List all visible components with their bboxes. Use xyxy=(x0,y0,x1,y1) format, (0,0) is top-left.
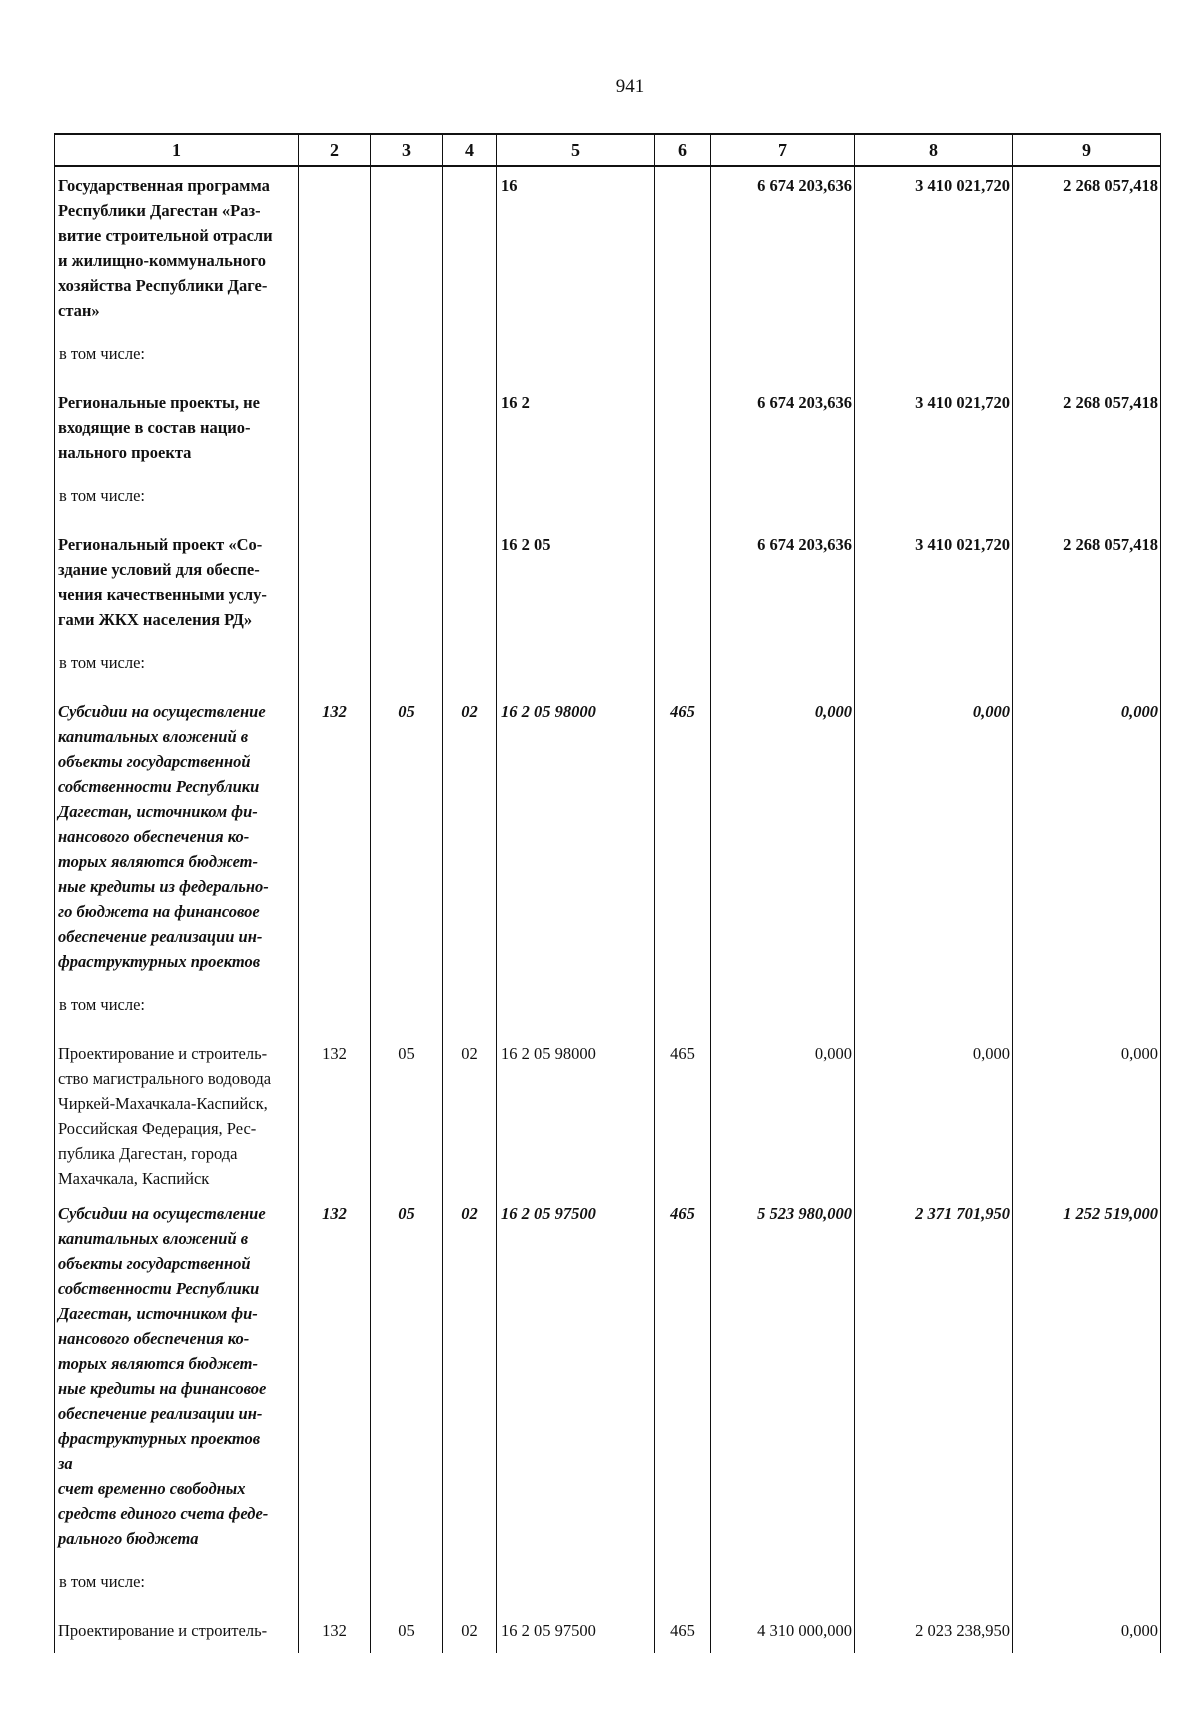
cell-admin-code xyxy=(299,469,371,526)
cell-amount-col8 xyxy=(855,327,1013,384)
cell-amount-col8 xyxy=(855,978,1013,1035)
cell-section: 05 xyxy=(371,1612,443,1653)
cell-name xyxy=(55,1195,299,1555)
name-line: Чиркей-Махачкала-Каспийск, xyxy=(58,1094,268,1113)
cell-target-article xyxy=(497,469,655,526)
cell-amount-col7 xyxy=(711,636,855,693)
cell-amount-col9 xyxy=(1013,327,1161,384)
name-line: Субсидии на осуществление xyxy=(58,1204,266,1223)
cell-section: 05 xyxy=(371,693,443,978)
name-line: Махачкала, Каспийск xyxy=(58,1169,210,1188)
name-line: входящие в состав нацио- xyxy=(58,418,251,437)
name-line: фраструктурных проектов xyxy=(58,952,261,971)
cell-section xyxy=(371,1555,443,1612)
cell-expense-type xyxy=(655,166,711,327)
cell-target-article: 16 2 05 97500 xyxy=(497,1195,655,1555)
column-header: 3 xyxy=(371,134,443,166)
note-row xyxy=(55,327,1161,384)
note-row xyxy=(55,978,1161,1035)
cell-subsection: 02 xyxy=(443,1612,497,1653)
column-header: 5 xyxy=(497,134,655,166)
cell-amount-col9: 0,000 xyxy=(1013,1035,1161,1195)
cell-amount-col7 xyxy=(711,978,855,1035)
table-header-row xyxy=(55,134,1161,166)
name-line: объекты государственной xyxy=(58,1254,251,1273)
cell-admin-code xyxy=(299,384,371,469)
name-line: публика Дагестан, города xyxy=(58,1144,238,1163)
cell-name xyxy=(55,1612,299,1653)
column-header: 9 xyxy=(1013,134,1161,166)
name-line: объекты государственной xyxy=(58,752,251,771)
name-line: гами ЖКХ населения РД» xyxy=(58,610,253,629)
cell-amount-col8: 0,000 xyxy=(855,1035,1013,1195)
cell-amount-col9 xyxy=(1013,636,1161,693)
cell-admin-code xyxy=(299,636,371,693)
cell-subsection: 02 xyxy=(443,693,497,978)
column-header: 7 xyxy=(711,134,855,166)
cell-amount-col9: 2 268 057,418 xyxy=(1013,526,1161,636)
cell-amount-col7: 6 674 203,636 xyxy=(711,384,855,469)
cell-section: 05 xyxy=(371,1035,443,1195)
cell-amount-col9: 0,000 xyxy=(1013,693,1161,978)
cell-target-article: 16 2 05 xyxy=(497,526,655,636)
name-line: торых являются бюджет- xyxy=(58,852,258,871)
cell-amount-col7: 4 310 000,000 xyxy=(711,1612,855,1653)
cell-amount-col9: 0,000 xyxy=(1013,1612,1161,1653)
name-line: Субсидии на осуществление xyxy=(58,702,266,721)
cell-admin-code xyxy=(299,978,371,1035)
name-line: счет временно свободных xyxy=(58,1479,246,1498)
cell-admin-code xyxy=(299,166,371,327)
cell-expense-type xyxy=(655,636,711,693)
cell-admin-code: 132 xyxy=(299,1035,371,1195)
table-row xyxy=(55,166,1161,327)
name-line: Региональный проект «Со- xyxy=(58,535,263,554)
cell-section xyxy=(371,526,443,636)
name-line: капитальных вложений в xyxy=(58,727,249,746)
cell-section: 05 xyxy=(371,1195,443,1555)
cell-expense-type xyxy=(655,978,711,1035)
cell-amount-col9: 2 268 057,418 xyxy=(1013,166,1161,327)
column-header: 2 xyxy=(299,134,371,166)
table-body xyxy=(55,166,1161,1653)
cell-subsection xyxy=(443,166,497,327)
cell-name xyxy=(55,1035,299,1195)
name-line: в том числе: xyxy=(59,1572,146,1591)
cell-target-article: 16 xyxy=(497,166,655,327)
cell-subsection xyxy=(443,327,497,384)
cell-admin-code: 132 xyxy=(299,1195,371,1555)
cell-admin-code: 132 xyxy=(299,1612,371,1653)
name-line: средств единого счета феде- xyxy=(58,1504,269,1523)
cell-expense-type: 465 xyxy=(655,693,711,978)
name-line: хозяйства Республики Даге- xyxy=(58,276,268,295)
name-line: витие строительной отрасли xyxy=(58,226,273,245)
name-line: в том числе: xyxy=(59,653,146,672)
name-line: нального проекта xyxy=(58,443,192,462)
name-line: в том числе: xyxy=(59,995,146,1014)
cell-amount-col8: 3 410 021,720 xyxy=(855,166,1013,327)
name-line: Проектирование и строитель- xyxy=(58,1621,268,1640)
name-line: Дагестан, источником фи- xyxy=(58,1304,258,1323)
name-line: Региональные проекты, не xyxy=(58,393,260,412)
cell-target-article: 16 2 05 97500 xyxy=(497,1612,655,1653)
name-line: ные кредиты на финансовое xyxy=(58,1379,267,1398)
name-line: чения качественными услу- xyxy=(58,585,267,604)
cell-target-article: 16 2 05 98000 xyxy=(497,693,655,978)
cell-name xyxy=(55,166,299,327)
column-header: 1 xyxy=(55,134,299,166)
cell-section xyxy=(371,384,443,469)
cell-subsection xyxy=(443,384,497,469)
cell-name xyxy=(55,469,299,526)
cell-amount-col8: 2 023 238,950 xyxy=(855,1612,1013,1653)
cell-expense-type xyxy=(655,327,711,384)
cell-name xyxy=(55,978,299,1035)
cell-amount-col9 xyxy=(1013,978,1161,1035)
cell-amount-col8 xyxy=(855,1555,1013,1612)
cell-admin-code xyxy=(299,526,371,636)
cell-subsection xyxy=(443,636,497,693)
name-line: нансового обеспечения ко- xyxy=(58,827,250,846)
cell-target-article: 16 2 05 98000 xyxy=(497,1035,655,1195)
name-line: в том числе: xyxy=(59,486,146,505)
table-row xyxy=(55,1035,1161,1195)
cell-section xyxy=(371,469,443,526)
cell-amount-col8 xyxy=(855,469,1013,526)
cell-target-article xyxy=(497,327,655,384)
cell-amount-col7: 0,000 xyxy=(711,693,855,978)
cell-amount-col9 xyxy=(1013,469,1161,526)
column-header: 8 xyxy=(855,134,1013,166)
cell-amount-col7: 6 674 203,636 xyxy=(711,526,855,636)
name-line: Республики Дагестан «Раз- xyxy=(58,201,261,220)
cell-amount-col7 xyxy=(711,1555,855,1612)
column-header: 6 xyxy=(655,134,711,166)
cell-name xyxy=(55,1555,299,1612)
table-row xyxy=(55,693,1161,978)
cell-amount-col9: 1 252 519,000 xyxy=(1013,1195,1161,1555)
cell-expense-type xyxy=(655,526,711,636)
cell-subsection: 02 xyxy=(443,1035,497,1195)
table-row xyxy=(55,1195,1161,1555)
name-line: капитальных вложений в xyxy=(58,1229,249,1248)
cell-subsection xyxy=(443,526,497,636)
name-line: фраструктурных проектов xyxy=(58,1429,261,1448)
cell-section xyxy=(371,327,443,384)
name-line: и жилищно-коммунального xyxy=(58,251,266,270)
name-line: ство магистрального водовода xyxy=(58,1069,272,1088)
cell-section xyxy=(371,166,443,327)
name-line: нансового обеспечения ко- xyxy=(58,1329,250,1348)
cell-amount-col8 xyxy=(855,636,1013,693)
cell-name xyxy=(55,526,299,636)
cell-subsection: 02 xyxy=(443,1195,497,1555)
cell-amount-col9: 2 268 057,418 xyxy=(1013,384,1161,469)
cell-target-article xyxy=(497,978,655,1035)
cell-expense-type xyxy=(655,1555,711,1612)
name-line: Российская Федерация, Рес- xyxy=(58,1119,257,1138)
cell-amount-col7 xyxy=(711,469,855,526)
table-row xyxy=(55,526,1161,636)
cell-name xyxy=(55,636,299,693)
column-header: 4 xyxy=(443,134,497,166)
cell-section xyxy=(371,978,443,1035)
name-line: стан» xyxy=(58,301,100,320)
cell-expense-type xyxy=(655,469,711,526)
table-row xyxy=(55,384,1161,469)
cell-expense-type: 465 xyxy=(655,1035,711,1195)
name-line: собственности Республики xyxy=(58,1279,260,1298)
name-line: торых являются бюджет- xyxy=(58,1354,258,1373)
table-row xyxy=(55,1612,1161,1653)
note-row xyxy=(55,1555,1161,1612)
cell-name xyxy=(55,384,299,469)
name-line: за xyxy=(58,1454,73,1473)
name-line: обеспечение реализации ин- xyxy=(58,1404,263,1423)
cell-amount-col7: 6 674 203,636 xyxy=(711,166,855,327)
name-line: Государственная программа xyxy=(58,176,270,195)
budget-table xyxy=(54,133,1161,1653)
note-row xyxy=(55,636,1161,693)
cell-target-article: 16 2 xyxy=(497,384,655,469)
cell-amount-col9 xyxy=(1013,1555,1161,1612)
name-line: в том числе: xyxy=(59,344,146,363)
name-line: рального бюджета xyxy=(58,1529,199,1548)
cell-expense-type: 465 xyxy=(655,1612,711,1653)
name-line: Дагестан, источником фи- xyxy=(58,802,258,821)
cell-amount-col8: 0,000 xyxy=(855,693,1013,978)
cell-section xyxy=(371,636,443,693)
name-line: здание условий для обеспе- xyxy=(58,560,260,579)
cell-amount-col7 xyxy=(711,327,855,384)
cell-target-article xyxy=(497,636,655,693)
name-line: го бюджета на финансовое xyxy=(58,902,260,921)
cell-subsection xyxy=(443,469,497,526)
cell-amount-col8: 2 371 701,950 xyxy=(855,1195,1013,1555)
name-line: Проектирование и строитель- xyxy=(58,1044,268,1063)
cell-amount-col7: 0,000 xyxy=(711,1035,855,1195)
cell-admin-code: 132 xyxy=(299,693,371,978)
cell-admin-code xyxy=(299,1555,371,1612)
cell-amount-col7: 5 523 980,000 xyxy=(711,1195,855,1555)
cell-expense-type: 465 xyxy=(655,1195,711,1555)
cell-admin-code xyxy=(299,327,371,384)
cell-amount-col8: 3 410 021,720 xyxy=(855,384,1013,469)
cell-name xyxy=(55,693,299,978)
cell-expense-type xyxy=(655,384,711,469)
cell-subsection xyxy=(443,978,497,1035)
cell-target-article xyxy=(497,1555,655,1612)
name-line: собственности Республики xyxy=(58,777,260,796)
name-line: ные кредиты из федерально- xyxy=(58,877,269,896)
page-number: 941 xyxy=(615,76,645,97)
note-row xyxy=(55,469,1161,526)
name-line: обеспечение реализации ин- xyxy=(58,927,263,946)
cell-name xyxy=(55,327,299,384)
cell-subsection xyxy=(443,1555,497,1612)
cell-amount-col8: 3 410 021,720 xyxy=(855,526,1013,636)
